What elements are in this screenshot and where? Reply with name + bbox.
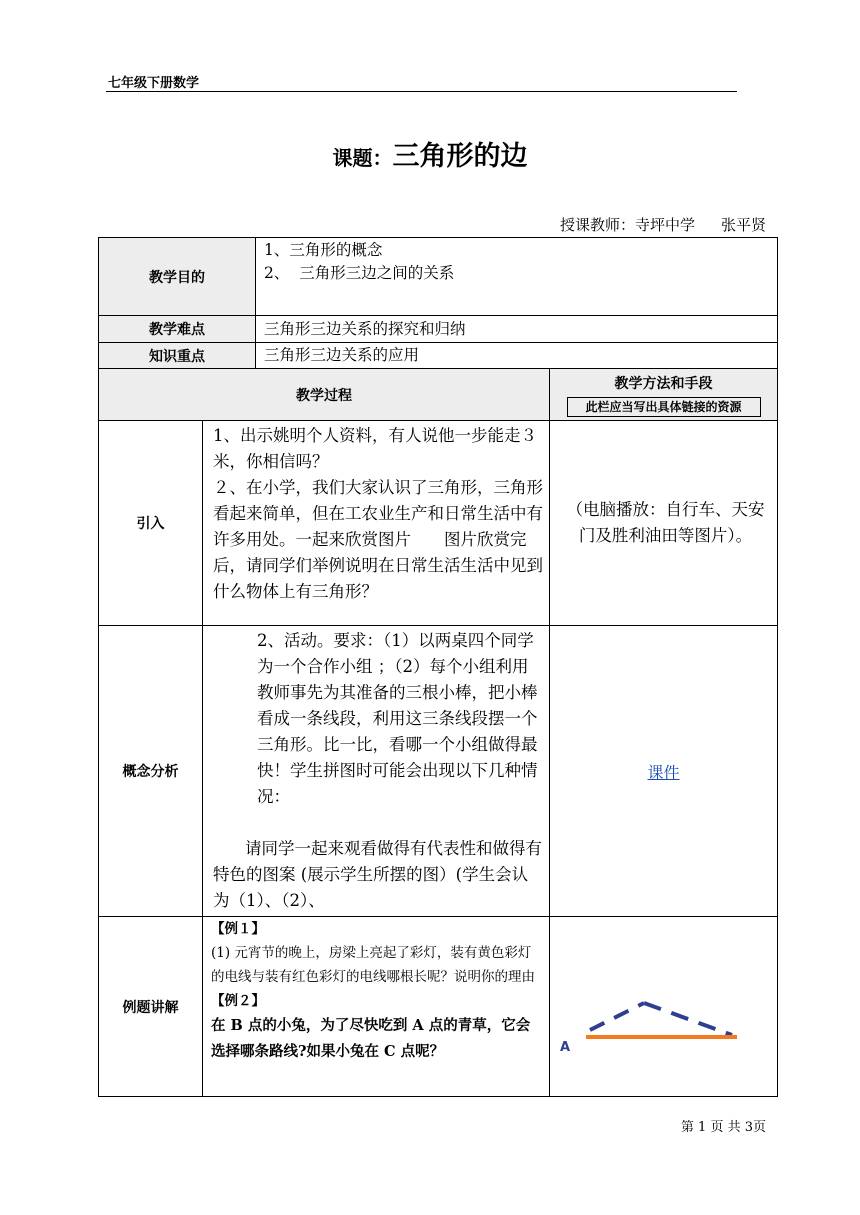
header-rule (106, 91, 737, 92)
example-2-text: 在 B 点的小兔，为了尽快吃到 A 点的青草，它会选择哪条路线?如果小兔在 C 点呢？ (211, 1017, 531, 1060)
goal-item-1: 1、三角形的概念 (264, 241, 383, 259)
method-header-cell (550, 369, 778, 421)
key-point-content (256, 343, 778, 369)
method-note: 此栏应当写出具体链接的资源 (567, 397, 761, 417)
example-2-title: 【例２】 (211, 993, 265, 1009)
triangle-path-figure (550, 917, 778, 1097)
intro-paragraph-2: ２、在小学，我们大家认识了三角形，三角形看起来简单，但在工农业生产和日常生活中有许多用处。一起来欣赏图片 图片欣赏完后，请同学们举例说明在日常生活生活中见到什么物体上有三角形？ (213, 478, 543, 601)
difficulty-content (256, 316, 778, 343)
difficulty-text: 三角形三边关系的探究和归纳 (264, 319, 466, 338)
row-concept (99, 626, 778, 917)
example-figure-cell (550, 917, 778, 1097)
concept-method (550, 626, 778, 917)
concept-paragraph-2: 请同学一起来观看做得有代表性和做得有特色的图案 (展示学生所摆的图）(学生会认为（1）、（2）、 (213, 839, 542, 910)
key-point-text: 三角形三边关系的应用 (264, 346, 420, 364)
example-label: 例题讲解 (99, 917, 203, 1097)
example-1-title: 【例１】 (211, 921, 265, 937)
intro-method-text: （电脑播放：自行车、天安门及胜利油田等图片）。 (566, 500, 765, 545)
concept-paragraph-1: 2、活动。要求：（1）以两桌四个同学为一个合作小组 ；（2）每个小组利用教师事先为其准备的三根小棒，把小棒看成一条线段，利用这三条线段摆一个三角形。比一比，看哪一个小组做得最快！学生拼图时可能会出现以下几种情况： (257, 631, 538, 806)
teacher-line (560, 214, 766, 235)
row-example (99, 917, 778, 1097)
example-content (203, 917, 550, 1097)
concept-label: 概念分析 (99, 626, 203, 917)
intro-method (550, 421, 778, 626)
method-header: 教学方法和手段 (614, 376, 713, 392)
dashed-path-right (644, 1003, 732, 1035)
lesson-plan-table (98, 237, 778, 1097)
goal-item-2: 2、 三角形三边之间的关系 (264, 264, 455, 282)
title-main: 三角形的边 (392, 141, 528, 172)
title-label: 课题： (332, 146, 393, 170)
row-difficulty (99, 316, 778, 343)
key-point-label: 知识重点 (99, 343, 256, 369)
page-number: 第 1 页 共 3页 (680, 1120, 766, 1135)
intro-content (203, 421, 550, 626)
concept-content (203, 626, 550, 917)
dashed-path-left (590, 1003, 644, 1030)
row-intro (99, 421, 778, 626)
intro-label: 引入 (99, 421, 203, 626)
page-title (0, 134, 860, 173)
header-subject: 七年级下册数学 (108, 76, 200, 91)
row-goal (99, 238, 778, 316)
goal-label: 教学目的 (99, 238, 256, 316)
intro-paragraph-1: 1、出示姚明个人资料，有人说他一步能走３米，你相信吗？ (213, 426, 537, 471)
point-a-label: A (560, 1040, 571, 1055)
teacher-name: 张平贤 (720, 216, 766, 234)
goal-content (256, 238, 778, 316)
process-header: 教学过程 (99, 369, 550, 421)
courseware-link[interactable]: 课件 (647, 762, 680, 782)
row-key-point (99, 343, 778, 369)
teacher-school: 授课教师：寺坪中学 (559, 216, 695, 234)
difficulty-label: 教学难点 (99, 316, 256, 343)
example-1-text: (1) 元宵节的晚上，房梁上亮起了彩灯，装有黄色彩灯的电线与装有红色彩灯的电线哪根长呢？说明你的理由 (211, 945, 535, 985)
row-process-header (99, 369, 778, 421)
